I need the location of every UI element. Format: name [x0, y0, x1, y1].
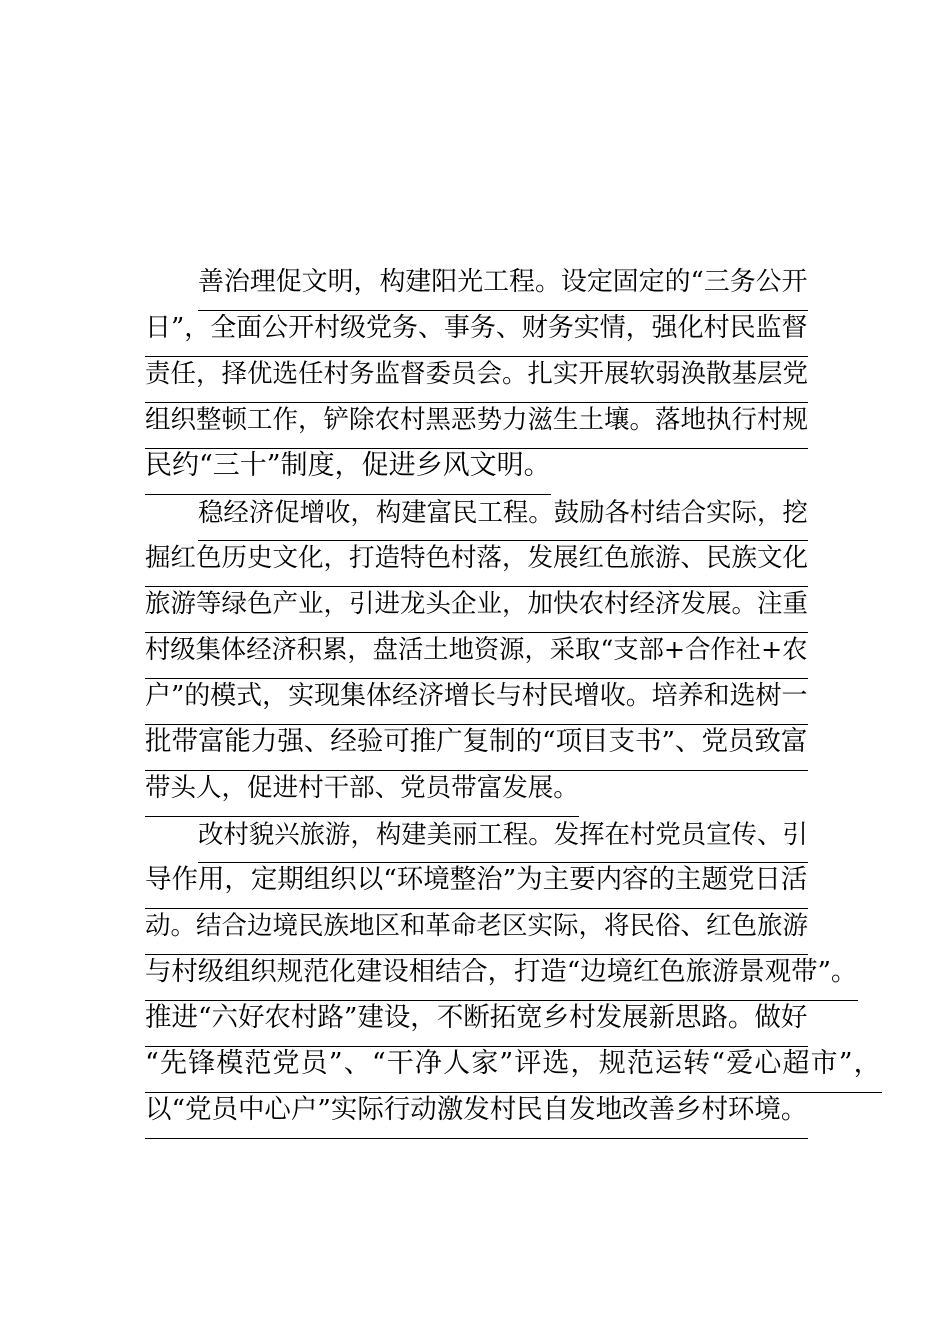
- text-line: 旅游等绿色产业，引进龙头企业，加快农村经济发展。注重: [145, 584, 808, 633]
- text-line: 掘红色历史文化，打造特色村落，发展红色旅游、民族文化: [145, 538, 808, 587]
- text-line: 日”，全面公开村级党务、事务、财务实情，强化村民监督: [145, 308, 808, 357]
- text-line: 组织整顿工作，铲除农村黑恶势力滋生土壤。落地执行村规: [145, 400, 808, 449]
- text-line: 批带富能力强、经验可推广复制的“项目支书”、党员致富: [145, 722, 808, 771]
- text-line: “先锋模范党员”、“干净人家”评选，规范运转“爱心超市”，: [145, 1044, 882, 1093]
- text-line: 带头人，促进村干部、党员带富发展。: [145, 768, 579, 817]
- text-line: 村级集体经济积累，盘活土地资源，采取“支部+合作社+农: [145, 630, 808, 679]
- text-line: 户”的模式，实现集体经济增长与村民增收。培养和选树一: [145, 676, 808, 725]
- text-line: 导作用，定期组织以“环境整治”为主要内容的主题党日活: [145, 860, 808, 909]
- text-line: 责任，择优选任村务监督委员会。扎实开展软弱涣散基层党: [145, 354, 808, 403]
- text-line: 动。结合边境民族地区和革命老区实际，将民俗、红色旅游: [145, 906, 808, 955]
- text-line: 以“党员中心户”实际行动激发村民自发地改善乡村环境。: [145, 1090, 808, 1139]
- text-line: 改村貌兴旅游，构建美丽工程。发挥在村党员宣传、引: [198, 814, 808, 863]
- text-line: 民约“三十”制度，促进乡风文明。: [145, 446, 551, 495]
- text-line: 善治理促文明，构建阳光工程。设定固定的“三务公开: [198, 262, 808, 311]
- text-line: 推进“六好农村路”建设，不断拓宽乡村发展新思路。做好: [145, 998, 808, 1047]
- text-line: 稳经济促增收，构建富民工程。鼓励各村结合实际，挖: [198, 492, 808, 541]
- text-line: 与村级组织规范化建设相结合，打造“边境红色旅游景观带”。: [145, 952, 858, 1001]
